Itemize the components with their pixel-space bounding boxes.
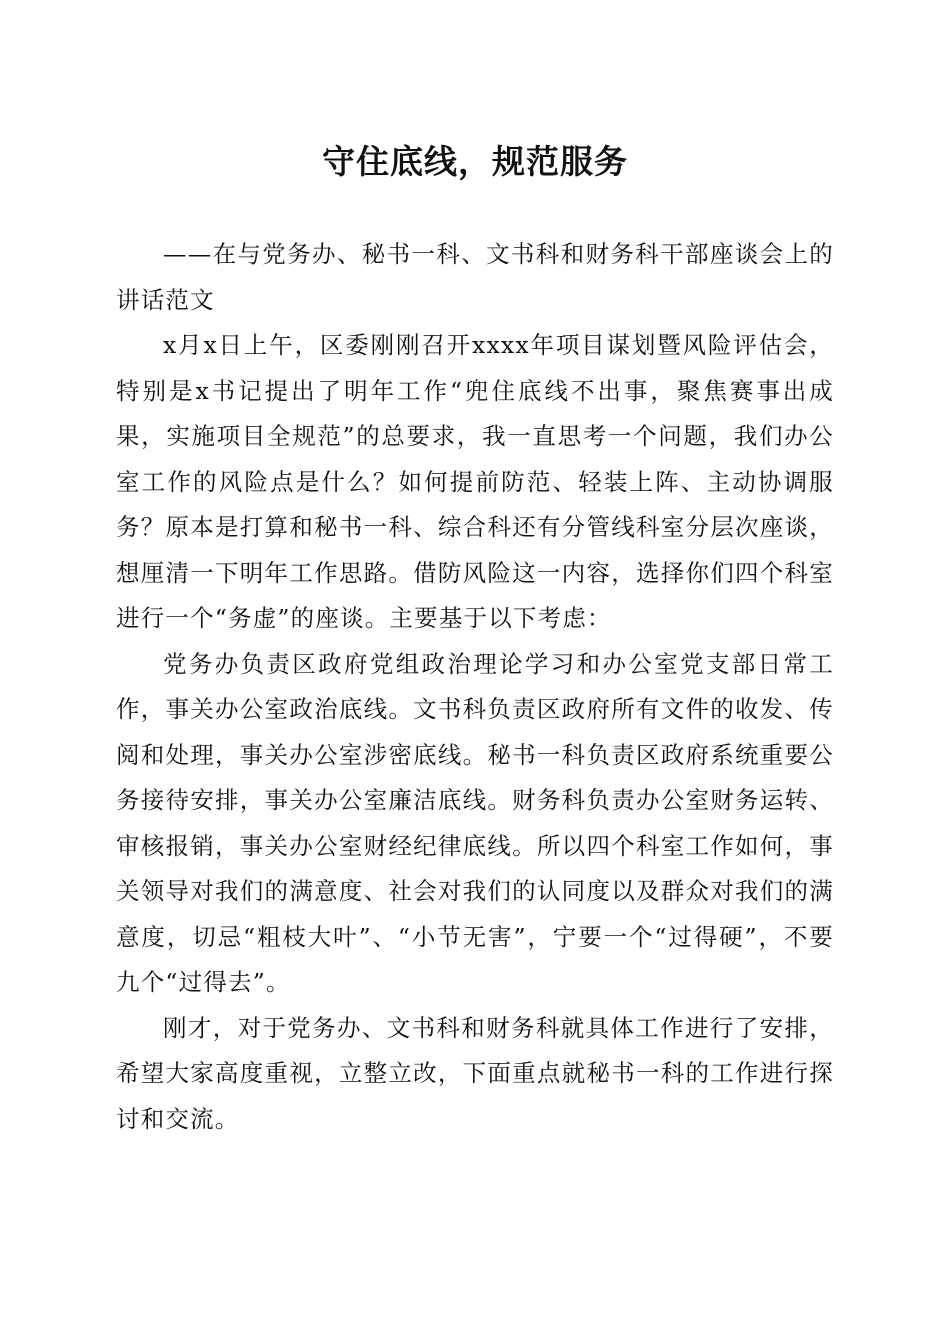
paragraph-departments: 党务办负责区政府党组政治理论学习和办公室党支部日常工作，事关办公室政治底线。文书科负责区政府所有文件的收发、传阅和处理，事关办公室涉密底线。秘书一科负责区政府系统重要公务接待安排，事关办公室廉洁底线。财务科负责办公室财务运转、审核报销，事关办公室财经纪律底线。所以四个科室工作如何，事关领导对我们的满意度、社会对我们的认同度以及群众对我们的满意度，切忌“粗枝大叶”、“小节无害”，宁要一个“过得硬”，不要九个“过得去”。 bbox=[116, 649, 834, 996]
document-body bbox=[116, 232, 834, 1142]
document-title: 守住底线，规范服务 bbox=[322, 142, 628, 181]
paragraph-closing: 刚才，对于党务办、文书科和财务科就具体工作进行了安排，希望大家高度重视，立整立改，下面重点就秘书一科的工作进行探讨和交流。 bbox=[116, 1013, 834, 1133]
paragraph-intro: x月x日上午，区委刚刚召开xxxx年项目谋划暨风险评估会，特别是x书记提出了明年工作“兜住底线不出事，聚焦赛事出成果，实施项目全规范”的总要求，我一直思考一个问题，我们办公室工作的风险点是什么？如何提前防范、轻装上阵、主动协调服务？原本是打算和秘书一科、综合科还有分管线科室分层次座谈，想厘清一下明年工作思路。借防风险这一内容，选择你们四个科室进行一个“务虚”的座谈。主要基于以下考虑： bbox=[116, 331, 834, 632]
subtitle: ——在与党务办、秘书一科、文书科和财务科干部座谈会上的讲话范文 bbox=[116, 240, 834, 314]
